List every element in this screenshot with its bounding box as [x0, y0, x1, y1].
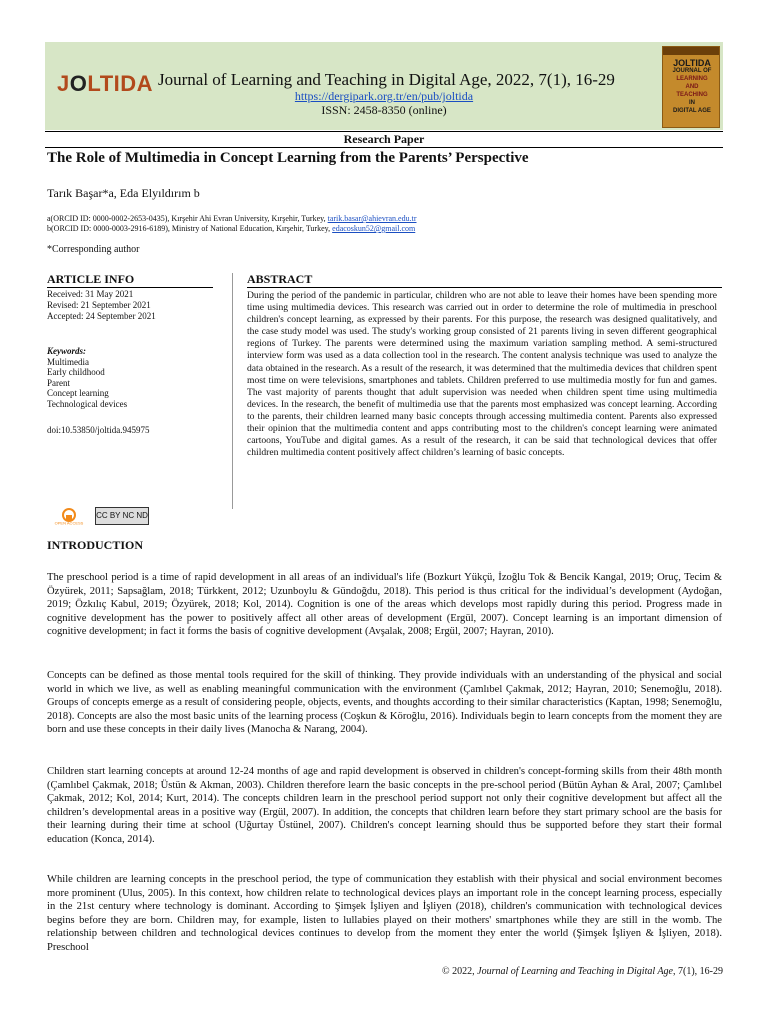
open-access-icon: [47, 507, 91, 530]
abstract-heading: ABSTRACT: [247, 272, 313, 286]
doi[interactable]: doi:10.53850/joltida.945975: [47, 425, 150, 435]
accepted-date: Accepted: 24 September 2021: [47, 311, 156, 321]
intro-paragraph: The preschool period is a time of rapid development in all areas of an individual's life (Bozkurt Yükçü, İzoğlu Tok & Bencik Kangal, 2019; Oruç, Tecim & Özyürek, 2011; Sapsağlam, 2018; Türkkent, 2012; Uzunboylu & Gündoğdu, 2018). This period is thus critical for the individual’s development (Aydoğan, 2019; Özkılıç Kabul, 2019; Özyürek, 2018; Kol, 2014). Cognition is one of the areas which develops most rapidly during this period. Progress made in cognitive development has the power to positively affect all other areas of development (Ergül, 2007). Concept learning is an important dimension of cognitive development; in fact it forms the basis of cognitive development (Avşalak, 2008; Ergül, 2007; Hayran, 2010).: [47, 572, 722, 637]
email-link[interactable]: edacoskun52@gmail.com: [332, 224, 416, 233]
journal-title: Journal of Learning and Teaching in Digital Age, 2022, 7(1), 16-29: [158, 70, 615, 89]
cover-line: IN: [689, 100, 695, 106]
corresponding-author-note: *Corresponding author: [47, 244, 140, 255]
journal-logo: JOLTIDA: [57, 71, 154, 96]
open-access-label: OPEN ACCESS: [54, 520, 84, 525]
divider: [45, 147, 723, 148]
divider: [247, 287, 722, 288]
journal-cover-thumbnail: [662, 46, 720, 128]
affiliation-b: b(ORCID ID: 0000-0003-2916-6189), Ministry of National Education, Kırşehir, Turkey, edacoskun52@gmail.com: [47, 224, 416, 233]
page-footer: © 2022, Journal of Learning and Teaching in Digital Age, 7(1), 16-29: [442, 966, 723, 977]
cover-line: JOURNAL OF: [672, 68, 712, 74]
keywords-block: [47, 346, 127, 409]
cover-line: JOLTIDA: [673, 58, 711, 68]
keywords-heading: Keywords:: [47, 346, 86, 356]
journal-url-link[interactable]: https://dergipark.org.tr/en/pub/joltida: [294, 89, 474, 103]
intro-paragraph: Children start learning concepts at around 12-24 months of age and rapid development is observed in children's concept-forming skills from their 48th month (Çamlıbel Çakmak, 2018; Üstün & Akman, 2003). Children therefore learn the basic concepts in the pre-school period (Bütün Ayhan & Aral, 2007; Çamlıbel Çakmak, 2012; Kol, 2014; Kurt, 2014). The concepts children learn in the preschool period support not only their cognitive development but affect all the children’s developmental areas in a positive way (Ergül, 2007). In addition, the concepts that children learn before they start primary school are the basis for their learning during their time at school (Uğurtay Üstünel, 2007). Children's concept learning should thus be supported before they start their formal education (Konca, 2014).: [47, 766, 722, 845]
cc-license-badge[interactable]: CC BY NC ND: [95, 507, 149, 525]
keyword: Parent: [47, 377, 70, 388]
intro-paragraph: Concepts can be defined as those mental tools required for the skill of thinking. They provide individuals with an understanding of the physical and social world in which we live, as well as enabling meaningful communication with the environment (Çamlıbel Çakmak, 2012; Hayran, 2010; Senemoğlu, 2018). Groups of concepts emerge as a result of considering people, objects, events, and thoughts according to their similar characteristics (Kaptan, 1998; Senemoğlu, 2018). Concepts are also the most basic units of the learning process (Coşkun & Köroğlu, 2016). Individuals begin to learn concepts from the moment they are born and use these concepts in their daily lives (Manocha & Narang, 2004).: [47, 670, 722, 735]
divider: [47, 287, 213, 288]
paper-authors: Tarık Başar*a, Eda Elyıldırım b: [47, 186, 200, 200]
email-link[interactable]: tarik.basar@ahievran.edu.tr: [327, 214, 417, 223]
paper-type: Research Paper: [343, 132, 425, 146]
cover-line: AND: [685, 84, 699, 90]
cover-line: TEACHING: [676, 92, 708, 98]
journal-issn: ISSN: 2458-8350 (online): [321, 103, 447, 117]
revised-date: Revised: 21 September 2021: [47, 300, 151, 310]
keyword: Multimedia: [47, 356, 89, 367]
cover-line: LEARNING: [676, 76, 708, 82]
column-divider: [232, 273, 233, 509]
cover-line: DIGITAL AGE: [673, 108, 711, 114]
introduction-heading: INTRODUCTION: [47, 538, 144, 552]
affiliation-a: a(ORCID ID: 0000-0002-2653-0435), Kırşehir Ahi Evran University, Kırşehir, Turkey, tarik.basar@ahievran.edu.tr: [47, 214, 417, 223]
received-date: Received: 31 May 2021: [47, 289, 134, 299]
keyword: Early childhood: [47, 367, 105, 377]
keyword: Concept learning: [47, 388, 109, 398]
intro-paragraph: While children are learning concepts in the preschool period, the type of communication they establish with their physical and social environment becomes more prominent (Ulus, 2005). In this context, how children relate to technological devices plays an important role in the concept learning process, especially in the 21st century where technology is dominant. According to Şimşek İşliyen and İşliyen (2018), children's communication with technological devices begins before they are born. Children may, for example, listen to lullabies played on their mothers' smartphones while they are still in the womb. The relationship between children and technological devices continues to develop from the moment they enter the world (Şimşek İşliyen & İşliyen, 2018). Preschool: [47, 874, 722, 953]
article-info-heading: ARTICLE INFO: [47, 272, 135, 286]
abstract-text: During the period of the pandemic in particular, children who are not able to leave their homes have been spending more time using multimedia devices. This research was carried out in order to determine the role of multimedia in preschool children's concept learning, as expressed by their parents. For this purpose, the research was designed qualitatively, and the case study model was used. The study's working group consisted of 21 parents living in seven different geographical regions of Turkey. The parents were determined using the maximum variation sampling method. A semi-structured interview form was used as a data collection tool in the research. The content analysis technique was used to analyze the data obtained in the research. As a result of the research, it was determined that the multimedia devices that children spent most time on were televisions, smartphones and tablets. Children preferred to use multimedia mostly for fun and games. The vast majority of parents thought that adult supervision was needed when children spent time using multimedia devices. In the research, the benefit of multimedia use that the parents most emphasized was concept learning. According to the parents, their children learned many basic concepts through accessing multimedia content. Parents also expressed their opinion that the multimedia content and apps contributing most to the children's concept learning were animated cartoons, YouTube and digital games. As a result of the research, it can be said that technological devices that offer children multimedia content positively affect children’s learning of basic concepts.: [247, 290, 717, 459]
keyword: Technological devices: [47, 398, 128, 409]
paper-title: The Role of Multimedia in Concept Learning from the Parents’ Perspective: [47, 150, 529, 166]
